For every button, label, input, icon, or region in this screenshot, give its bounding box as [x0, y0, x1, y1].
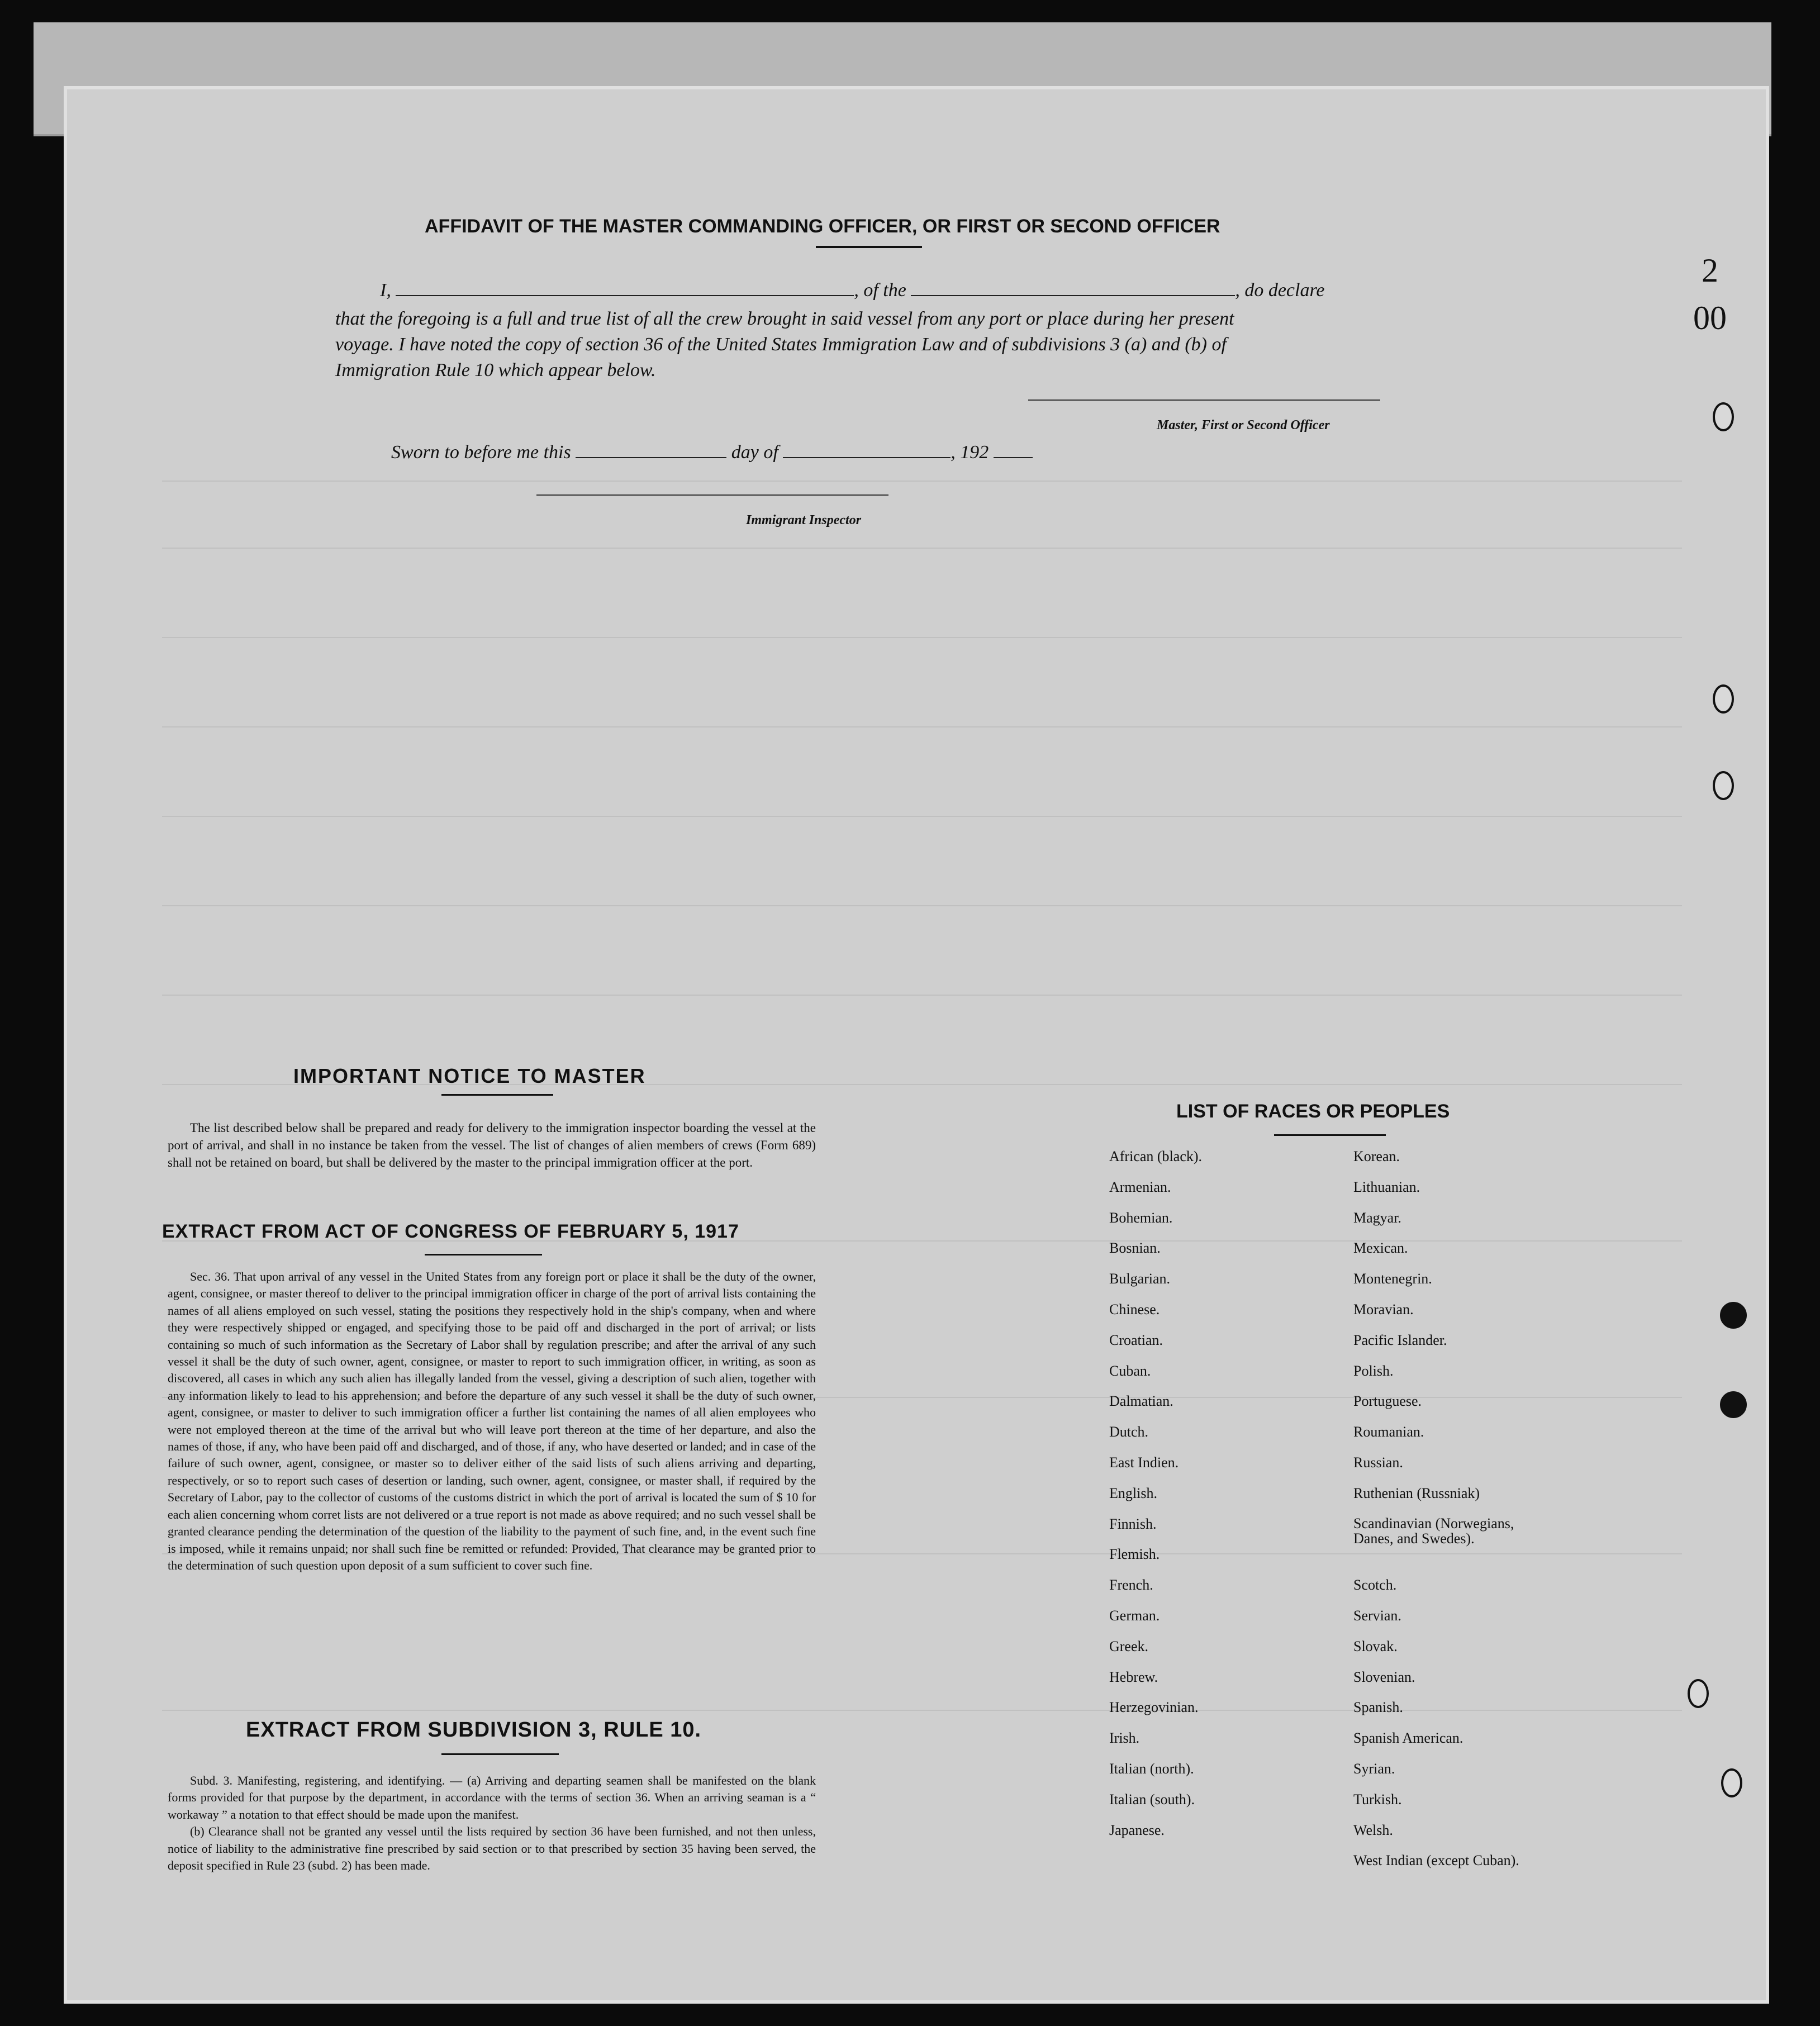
race-item: Bohemian.	[1109, 1209, 1173, 1226]
race-item: Slovak.	[1353, 1638, 1398, 1654]
affidavit-line-4: Immigration Rule 10 which appear below.	[335, 360, 656, 381]
day-of-label: day of	[731, 442, 778, 463]
title-underline	[816, 246, 922, 248]
race-item: Ruthenian (Russniak)	[1353, 1485, 1480, 1501]
act-text	[168, 1268, 816, 1574]
race-item: Italian (south).	[1109, 1791, 1195, 1808]
notice-title: IMPORTANT NOTICE TO MASTER	[293, 1064, 646, 1087]
race-item: Servian.	[1353, 1608, 1401, 1624]
affidavit-of-the-label: , of the	[854, 280, 906, 301]
race-item: Roumanian.	[1353, 1424, 1424, 1440]
form-sheet	[67, 89, 1766, 2000]
rule-text	[168, 1772, 816, 1874]
affidavit-line-3: voyage. I have noted the copy of section 36 of the United States Immigration Law and of subdivisions 3 (a) and (b) of	[335, 334, 1227, 355]
race-item: Croatian.	[1109, 1331, 1163, 1348]
race-item: Scotch.	[1353, 1577, 1397, 1594]
sworn-line	[391, 441, 1033, 463]
race-item: African (black).	[1109, 1148, 1203, 1164]
master-signature-line[interactable]	[1028, 400, 1380, 401]
notice-underline	[441, 1094, 553, 1096]
act-title: EXTRACT FROM ACT OF CONGRESS OF FEBRUARY 5, 1917	[162, 1221, 739, 1242]
race-item: Mexican.	[1353, 1240, 1408, 1257]
race-item: Russian.	[1353, 1454, 1403, 1471]
race-item: Irish.	[1109, 1730, 1140, 1747]
rule-title: EXTRACT FROM SUBDIVISION 3, RULE 10.	[246, 1718, 702, 1742]
rule-paragraph-b: (b) Clearance shall not be granted any vessel until the lists required by section 36 have been furnished, and not then unless, notice of liability to the administrative fine prescribed by said section or to that prescribed by section 35 having been served, the deposit specified in Rule 23 (subd. 2) has been made.	[168, 1824, 816, 1873]
sworn-day-field[interactable]	[576, 441, 726, 458]
race-item: Dalmatian.	[1109, 1393, 1173, 1410]
race-item: Magyar.	[1353, 1209, 1401, 1226]
race-item: West Indian (except Cuban).	[1353, 1852, 1519, 1869]
master-name-field[interactable]	[396, 279, 854, 296]
binder-hole-icon	[1688, 1679, 1709, 1708]
race-item: Armenian.	[1109, 1178, 1171, 1195]
notice-text	[168, 1119, 816, 1171]
race-item: Scandinavian (Norwegians, Danes, and Swedes).	[1353, 1515, 1514, 1547]
race-item: Moravian.	[1353, 1301, 1414, 1318]
inspector-signature-line[interactable]	[536, 494, 888, 496]
race-item: German.	[1109, 1608, 1160, 1624]
sworn-label: Sworn to before me this	[391, 442, 571, 463]
race-item: French.	[1109, 1577, 1153, 1594]
race-item: Pacific Islander.	[1353, 1331, 1447, 1348]
races-underline	[1274, 1134, 1386, 1136]
race-item: Slovenian.	[1353, 1668, 1415, 1685]
race-item: Bulgarian.	[1109, 1271, 1171, 1287]
vessel-name-field[interactable]	[911, 279, 1235, 296]
race-item: Japanese.	[1109, 1822, 1165, 1838]
race-item: English.	[1109, 1485, 1157, 1501]
rule-paragraph-a: Subd. 3. Manifesting, registering, and identifying. — (a) Arriving and departing seamen shall be manifested on the blank forms provided for that purpose by the department, in accordance with the terms of section 36. When an arriving seaman is a “ workaway ” a notation to that effect should be made upon the manifest.	[168, 1773, 816, 1822]
race-item: Syrian.	[1353, 1761, 1395, 1777]
race-item: Montenegrin.	[1353, 1271, 1432, 1287]
rule-underline	[441, 1753, 559, 1755]
race-item: Portuguese.	[1353, 1393, 1422, 1410]
act-paragraph: Sec. 36. That upon arrival of any vessel in the United States from any foreign port or place it shall be the duty of the owner, agent, consignee, or master thereof to deliver to the principal immigration officer in charge of the port of arrival lists containing the names of all aliens employed on such vessel, stating the positions they respectively hold in the ship's company, when and where they were respectively shipped or engaged, and specifying those to be paid off and discharged in the port of arrival; or lists containing so much of such information as the Secretary of Labor shall by regulation prescribe; and after the arrival of any such vessel it shall be the duty of such owner, agent, consignee, or master to report to such immigration officer, in writing, as soon as discovered, all cases in which any such alien has illegally landed from the vessel, giving a description of such alien, together with any information likely to lead to his apprehension; and before the departure of any such vessel it shall be the duty of such owner, agent, consignee, or master to deliver to such immigration officer a further list containing the names of all alien employees who were not employed thereon at the time of the arrival but who will leave port thereon at the time of her departure, and also the names of those, if any, who have been paid off and discharged, and of those, if any, who have deserted or landed; and in case of the failure of such owner, agent, consignee, or master so to deliver either of the said lists of such aliens arriving and departing, respectively, or so to report such cases of desertion or landing, such owner, agent, consignee, or master shall, if required by the Secretary of Labor, pay to the collector of customs of the customs district in which the port of arrival is located the sum of $ 10 for each alien concerning whom corret lists are not delivered or a true report is not made as above required; and no such vessel shall be granted clearance pending the determination of the question of the liability to the payment of such fine, and, in the event such fine is imposed, while it remains unpaid; nor shall such fine be remitted or refunded: Provided, That clearance may be granted prior to the determination of such question upon deposit of a sum sufficient to cover such fine.	[168, 1269, 816, 1572]
binder-hole-icon	[1721, 1768, 1742, 1797]
affidavit-declare-label: , do declare	[1235, 280, 1325, 301]
race-item: Chinese.	[1109, 1301, 1160, 1318]
races-title: LIST OF RACES OR PEOPLES	[1176, 1101, 1450, 1122]
race-item: Polish.	[1353, 1362, 1394, 1379]
act-underline	[425, 1254, 542, 1255]
race-item: Finnish.	[1109, 1515, 1157, 1532]
race-item: Bosnian.	[1109, 1240, 1161, 1257]
affidavit-line-1	[380, 279, 1325, 301]
race-item: East Indien.	[1109, 1454, 1179, 1471]
race-item: Herzegovinian.	[1109, 1699, 1199, 1716]
race-item: Lithuanian.	[1353, 1178, 1420, 1195]
master-signature-label: Master, First or Second Officer	[1157, 418, 1330, 432]
race-item: Spanish.	[1353, 1699, 1403, 1716]
binder-hole-icon	[1720, 1302, 1747, 1329]
binder-hole-icon	[1713, 402, 1734, 431]
binder-hole-icon	[1713, 684, 1734, 714]
margin-mark: 2	[1702, 252, 1718, 289]
binder-hole-icon	[1720, 1391, 1747, 1418]
race-item: Welsh.	[1353, 1822, 1393, 1838]
sworn-year-field[interactable]	[994, 441, 1033, 458]
race-item: Italian (north).	[1109, 1761, 1194, 1777]
margin-mark: 00	[1693, 299, 1727, 336]
race-item: Cuban.	[1109, 1362, 1151, 1379]
race-item: Spanish American.	[1353, 1730, 1463, 1747]
race-item: Korean.	[1353, 1148, 1400, 1164]
affidavit-title: AFFIDAVIT OF THE MASTER COMMANDING OFFICER, OR FIRST OR SECOND OFFICER	[425, 216, 1220, 237]
binder-hole-icon	[1713, 771, 1734, 800]
race-item: Flemish.	[1109, 1546, 1160, 1563]
year-label: , 192	[951, 442, 989, 463]
inspector-signature-label: Immigrant Inspector	[746, 513, 862, 527]
notice-paragraph: The list described below shall be prepared and ready for delivery to the immigration inspector boarding the vessel at the port of arrival, and shall in no instance be taken from the vessel. The list of changes of alien members of crews (Form 689) shall not be retained on board, but shall be delivered by the master to the principal immigration officer at the port.	[168, 1121, 816, 1169]
race-item: Dutch.	[1109, 1424, 1149, 1440]
race-item: Hebrew.	[1109, 1668, 1158, 1685]
race-item: Turkish.	[1353, 1791, 1402, 1808]
race-item: Greek.	[1109, 1638, 1149, 1654]
affidavit-i-label: I,	[380, 280, 391, 301]
sworn-month-field[interactable]	[783, 441, 951, 458]
affidavit-line-2: that the foregoing is a full and true list of all the crew brought in said vessel from any port or place during her present	[335, 308, 1234, 329]
